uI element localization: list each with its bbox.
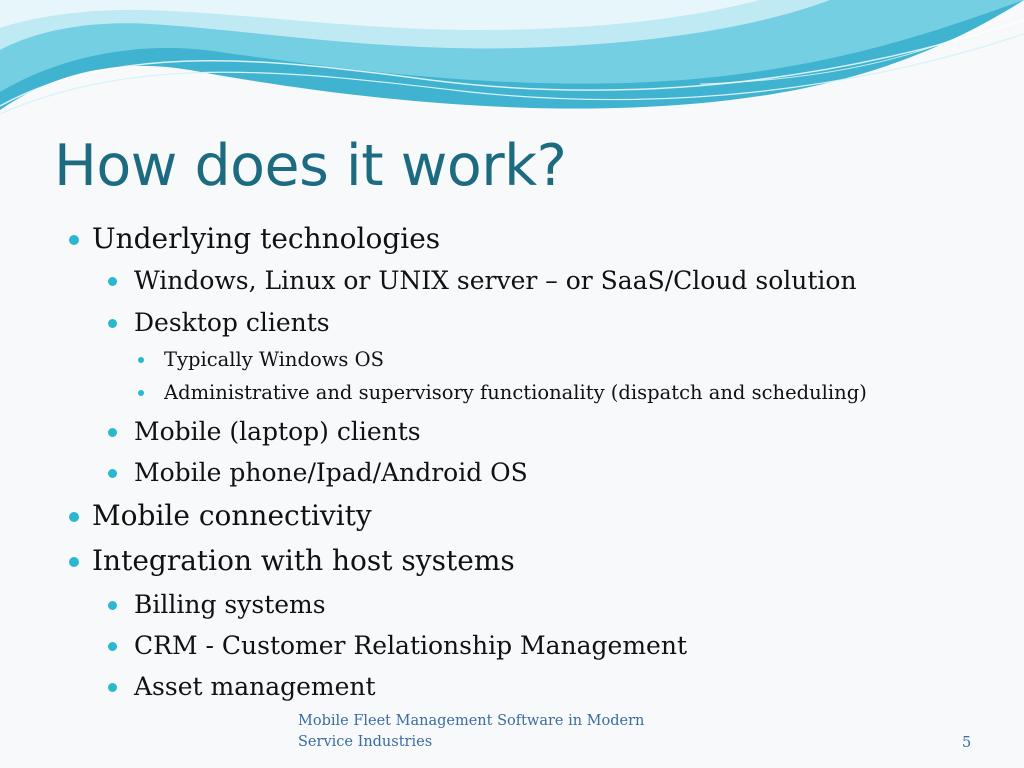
bullet-crm bbox=[134, 631, 687, 661]
bullet-text: CRM - Customer Relationship Management bbox=[134, 631, 687, 660]
bullet-text: Mobile connectivity bbox=[92, 499, 372, 532]
bullet-text: Mobile phone/Ipad/Android OS bbox=[134, 458, 528, 487]
bullet-dot-icon bbox=[138, 357, 144, 363]
bullet-dot-icon bbox=[108, 277, 117, 286]
bullet-dot-icon bbox=[108, 319, 117, 328]
bullet-underlying-technologies bbox=[92, 222, 440, 256]
page-number: 5 bbox=[962, 735, 972, 751]
bullet-dot-icon bbox=[108, 642, 117, 651]
bullet-dot-icon bbox=[108, 601, 117, 610]
bullet-server bbox=[134, 266, 857, 296]
bullet-dot-icon bbox=[108, 428, 117, 437]
bullet-text: Desktop clients bbox=[134, 308, 330, 337]
footer-text bbox=[298, 711, 678, 753]
bullet-mobile-connectivity bbox=[92, 499, 372, 533]
bullet-dot-icon bbox=[69, 235, 79, 245]
bullet-dot-icon bbox=[108, 683, 117, 692]
bullet-text: Billing systems bbox=[134, 590, 326, 619]
slide-title: How does it work? bbox=[54, 133, 567, 199]
footer-line-1: Mobile Fleet Management Software in Modern bbox=[298, 713, 645, 729]
bullet-text: Underlying technologies bbox=[92, 222, 441, 255]
bullet-windows-os bbox=[164, 348, 384, 372]
bullet-dot-icon bbox=[69, 557, 79, 567]
bullet-billing bbox=[134, 590, 326, 620]
bullet-text: Asset management bbox=[134, 672, 376, 701]
header-wave-decoration bbox=[0, 0, 1024, 130]
bullet-text: Administrative and supervisory functionality (dispatch and scheduling) bbox=[164, 381, 867, 404]
bullet-asset-management bbox=[134, 672, 376, 702]
footer-line-2: Service Industries bbox=[298, 734, 433, 750]
bullet-text: Typically Windows OS bbox=[164, 348, 384, 371]
bullet-text: Integration with host systems bbox=[92, 544, 515, 577]
bullet-administrative bbox=[164, 381, 867, 405]
bullet-text: Windows, Linux or UNIX server – or SaaS/Cloud solution bbox=[134, 266, 857, 295]
bullet-text: Mobile (laptop) clients bbox=[134, 417, 421, 446]
bullet-mobile-phone bbox=[134, 458, 528, 488]
bullet-dot-icon bbox=[69, 512, 79, 522]
bullet-dot-icon bbox=[138, 390, 144, 396]
bullet-integration bbox=[92, 544, 515, 578]
bullet-mobile-laptop bbox=[134, 417, 421, 447]
bullet-desktop-clients bbox=[134, 308, 330, 338]
bullet-dot-icon bbox=[108, 469, 117, 478]
